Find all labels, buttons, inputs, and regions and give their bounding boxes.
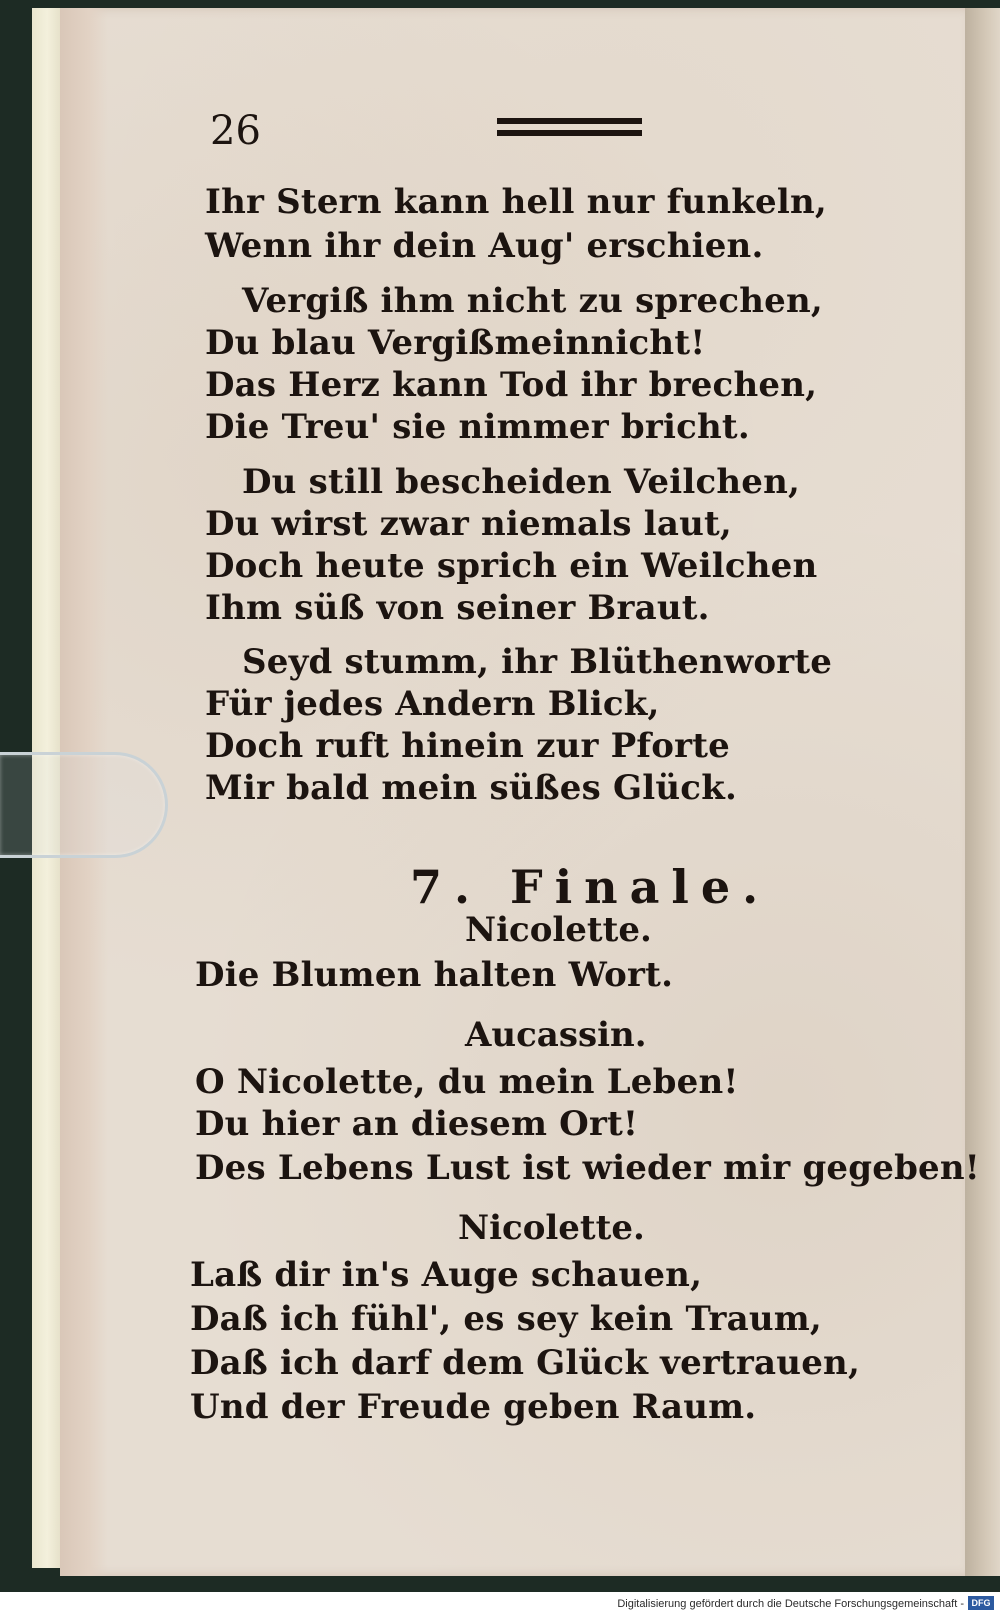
dialogue-line: O Nicolette, du mein Leben!	[195, 1062, 739, 1102]
section-title: 7. Finale.	[410, 860, 771, 914]
dialogue-line: Daß ich darf dem Glück vertrauen,	[190, 1343, 860, 1383]
header-rule-bottom	[497, 130, 642, 136]
verse-line: Mir bald mein süßes Glück.	[205, 768, 737, 808]
verse-line: Wenn ihr dein Aug' erschien.	[205, 226, 764, 266]
dialogue-line: Daß ich fühl', es sey kein Traum,	[190, 1299, 822, 1339]
verse-line: Ihr Stern kann hell nur funkeln,	[205, 182, 827, 222]
verse-line: Du still bescheiden Veilchen,	[242, 462, 801, 502]
verse-line: Seyd stumm, ihr Blüthenworte	[242, 642, 833, 682]
dialogue-line: Und der Freude geben Raum.	[190, 1387, 757, 1427]
verse-line: Vergiß ihm nicht zu sprechen,	[242, 281, 823, 321]
header-rule-top	[497, 118, 642, 124]
dialogue-line: Du hier an diesem Ort!	[195, 1104, 639, 1144]
dfg-logo: DFG	[968, 1596, 994, 1610]
verse-line: Doch heute sprich ein Weilchen	[205, 546, 818, 586]
dialogue-line: Des Lebens Lust ist wieder mir gegeben!	[195, 1148, 980, 1188]
dialogue-line: Die Blumen halten Wort.	[195, 955, 674, 995]
page-number: 26	[210, 108, 261, 154]
dialogue-line: Laß dir in's Auge schauen,	[190, 1255, 703, 1295]
facing-page-edge	[965, 8, 1000, 1576]
verse-line: Doch ruft hinein zur Pforte	[205, 726, 730, 766]
page-clip	[0, 752, 168, 858]
verse-line: Ihm süß von seiner Braut.	[205, 588, 710, 628]
verse-line: Du blau Vergißmeinnicht!	[205, 323, 706, 363]
footer-credit: Digitalisierung gefördert durch die Deutsche Forschungsgemeinschaft -	[617, 1598, 964, 1610]
verse-line: Die Treu' sie nimmer bricht.	[205, 407, 750, 447]
verse-line: Das Herz kann Tod ihr brechen,	[205, 365, 818, 405]
verse-line: Für jedes Andern Blick,	[205, 684, 660, 724]
speaker-name: Nicolette.	[458, 1208, 645, 1248]
verse-line: Du wirst zwar niemals laut,	[205, 504, 732, 544]
speaker-name: Nicolette.	[465, 910, 652, 950]
speaker-name: Aucassin.	[465, 1015, 647, 1055]
